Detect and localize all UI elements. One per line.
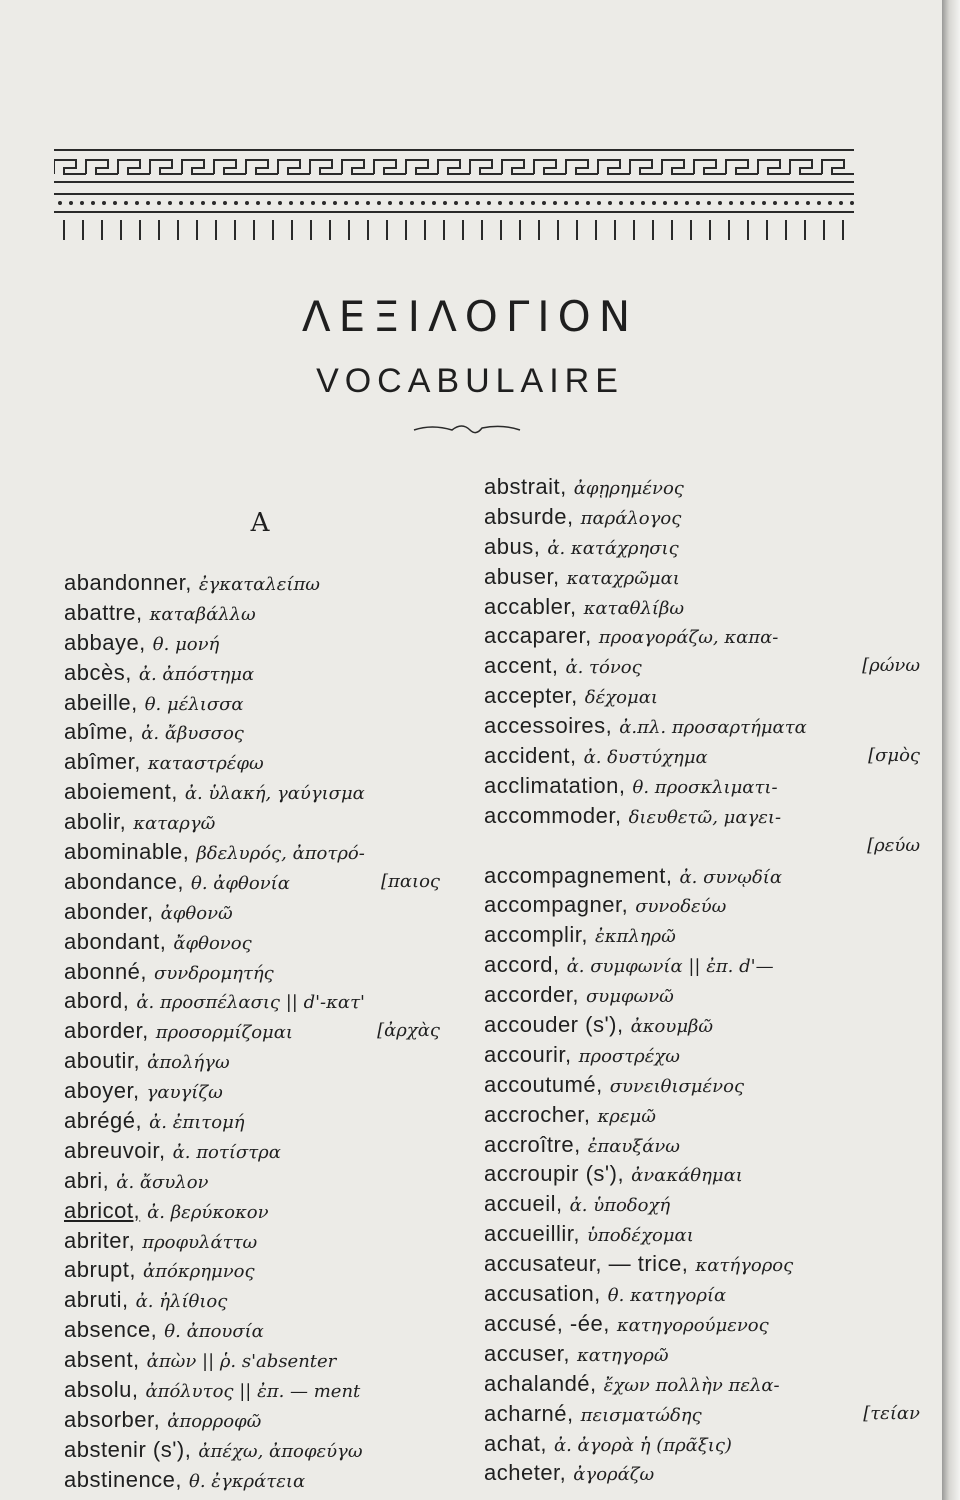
greek-translation: ἀ. τόνος xyxy=(565,657,642,679)
greek-translation: ἀπορροφῶ xyxy=(167,1410,262,1432)
french-headword: abcès, xyxy=(64,659,132,685)
vocabulary-entry xyxy=(484,651,924,681)
vocabulary-entry xyxy=(484,711,924,741)
greek-translation: κατήγορος xyxy=(695,1255,794,1277)
greek-translation: κατηγορῶ xyxy=(576,1344,669,1366)
vocabulary-entry xyxy=(484,1010,924,1040)
vocabulary-entry xyxy=(64,1345,444,1375)
french-headword: abondance, xyxy=(64,868,184,894)
french-headword: accouder (s'), xyxy=(484,1012,624,1038)
french-headword: abîmer, xyxy=(64,749,141,775)
french-headword: accent, xyxy=(484,653,559,679)
vocabulary-column-left xyxy=(64,568,444,1495)
french-headword: abstrait, xyxy=(484,474,567,499)
french-headword: accusé, -ée, xyxy=(484,1310,610,1336)
vocabulary-entry xyxy=(484,1189,924,1219)
vocabulary-entry xyxy=(64,867,444,897)
vocabulary-entry xyxy=(64,807,444,837)
greek-translation: ἀ. βερύκοκον xyxy=(147,1201,269,1223)
flourish-ornament xyxy=(412,420,522,440)
vocabulary-entry xyxy=(484,532,924,562)
greek-translation: θ. μονή xyxy=(152,633,220,655)
greek-translation: ἀφῃρημένος xyxy=(573,478,684,499)
vocabulary-entry xyxy=(484,1130,924,1160)
french-headword: accrocher, xyxy=(484,1101,591,1127)
french-headword: accoutumé, xyxy=(484,1071,603,1097)
greek-translation: ἐκπληρῶ xyxy=(595,926,676,948)
french-headword: absorber, xyxy=(64,1406,161,1432)
vocabulary-entry xyxy=(484,890,924,920)
vocabulary-entry xyxy=(64,837,444,867)
french-headword: abriter, xyxy=(64,1227,136,1253)
vocabulary-entry xyxy=(484,1040,924,1070)
vocabulary-entry xyxy=(484,1369,924,1399)
greek-translation: προστρέχω xyxy=(578,1045,680,1067)
vocabulary-entry xyxy=(484,502,924,532)
greek-translation: ἀκουμβῶ xyxy=(630,1016,714,1038)
french-headword: accourir, xyxy=(484,1041,572,1067)
french-headword: achat, xyxy=(484,1430,547,1456)
french-headword: abandonner, xyxy=(64,570,192,595)
french-headword: accueillir, xyxy=(484,1221,580,1247)
greek-translation: θ. κατηγορία xyxy=(607,1285,727,1307)
vocabulary-entry xyxy=(64,747,444,777)
french-headword: absence, xyxy=(64,1317,158,1343)
greek-translation: θ. μέλισσα xyxy=(144,693,244,715)
french-headword: absurde, xyxy=(484,503,574,529)
line-continuation: [τείαν xyxy=(863,1402,920,1424)
page-edge xyxy=(942,0,960,1500)
greek-translation: καταργῶ xyxy=(133,813,216,835)
greek-translation: ἀπόλυτος || ἐπ. — ment xyxy=(145,1381,361,1403)
greek-translation: θ. προσκλιματι- xyxy=(632,776,778,798)
greek-translation: προσορμίζομαι xyxy=(155,1022,293,1044)
greek-translation: κρεμῶ xyxy=(597,1105,656,1127)
greek-translation: ἀ.πλ. προσαρτήματα xyxy=(619,717,807,739)
vocabulary-entry xyxy=(484,1070,924,1100)
french-headword: accompagner, xyxy=(484,892,629,918)
vocabulary-entry xyxy=(484,1339,924,1369)
french-headword: accuser, xyxy=(484,1340,570,1366)
vocabulary-entry xyxy=(64,688,444,718)
french-headword: abattre, xyxy=(64,599,143,625)
greek-translation: θ. ἐγκράτεια xyxy=(189,1470,306,1492)
greek-translation: ἀ. ἄβυσσος xyxy=(141,723,244,745)
vocabulary-entry xyxy=(64,1465,444,1495)
greek-translation: ἀπολήγω xyxy=(147,1052,230,1074)
vocabulary-entry xyxy=(64,927,444,957)
french-headword: aborder, xyxy=(64,1018,149,1044)
vocabulary-entry xyxy=(64,1405,444,1435)
vocabulary-entry xyxy=(484,681,924,711)
greek-translation: δέχομαι xyxy=(584,687,658,709)
french-headword: accommoder, xyxy=(484,802,622,828)
french-headword: abonné, xyxy=(64,958,148,984)
greek-translation: καταθλίβω xyxy=(583,597,685,619)
vocabulary-entry xyxy=(64,957,444,987)
french-headword: abstinence, xyxy=(64,1466,183,1492)
greek-translation: κατηγορούμενος xyxy=(616,1314,769,1336)
vocabulary-entry xyxy=(484,861,924,891)
line-continuation: [ρώνω xyxy=(862,655,920,677)
vocabulary-entry xyxy=(64,777,444,807)
vocabulary-entry xyxy=(484,771,924,801)
french-headword: accepter, xyxy=(484,683,578,709)
vocabulary-entry xyxy=(64,1375,444,1405)
line-continuation: [παιος xyxy=(381,870,440,892)
french-headword: accabler, xyxy=(484,593,577,619)
vocabulary-entry xyxy=(64,1315,444,1345)
vocabulary-entry xyxy=(64,568,444,598)
french-headword: abrupt, xyxy=(64,1257,136,1283)
vocabulary-entry xyxy=(64,717,444,747)
french-headword: abricot, xyxy=(64,1197,141,1223)
greek-translation: γαυγίζω xyxy=(146,1082,223,1104)
greek-translation: ἀ. ἐπιτομή xyxy=(149,1112,245,1134)
greek-translation: ἀπὼν || ῥ. s'absenter xyxy=(146,1351,337,1373)
greek-translation: ἀ. ποτίστρα xyxy=(172,1141,281,1163)
greek-translation: ἀ. δυστύχημα xyxy=(583,747,708,769)
french-headword: abstenir (s'), xyxy=(64,1436,192,1462)
vocabulary-entry xyxy=(484,801,924,831)
greek-translation: ἀ. συμφωνία || ἐπ. d'— xyxy=(566,956,774,978)
vocabulary-entry xyxy=(64,1136,444,1166)
french-headword: abolir, xyxy=(64,809,127,835)
greek-translation: προφυλάττω xyxy=(142,1231,258,1253)
greek-translation: διευθετῶ, μαγει- xyxy=(628,806,782,828)
vocabulary-entry xyxy=(484,1159,924,1189)
vocabulary-entry xyxy=(484,920,924,950)
vocabulary-entry xyxy=(484,741,924,771)
vocabulary-entry xyxy=(484,1100,924,1130)
greek-translation: ἀ. ἀγορὰ ἡ (πρᾶξις) xyxy=(553,1434,732,1456)
french-headword: accroupir (s'), xyxy=(484,1161,625,1187)
greek-translation: ἀ. ἄσυλον xyxy=(116,1171,209,1193)
greek-translation: ὑποδέχομαι xyxy=(586,1225,694,1247)
greek-translation: ἀ. συνῳδία xyxy=(679,866,782,888)
french-headword: abbaye, xyxy=(64,629,146,655)
french-headword: accaparer, xyxy=(484,623,592,649)
vocabulary-entry xyxy=(484,592,924,622)
vocabulary-entry xyxy=(484,1309,924,1339)
vocabulary-entry xyxy=(64,658,444,688)
greek-translation: ἀ. ἠλίθιος xyxy=(135,1291,228,1313)
french-headword: accorder, xyxy=(484,982,579,1008)
greek-translation: προαγοράζω, καπα- xyxy=(598,627,779,649)
french-headword: abuser, xyxy=(484,563,560,589)
greek-translation: ἀφθονῶ xyxy=(160,902,233,924)
greek-translation: ἀ. ἀπόστημα xyxy=(138,663,255,685)
french-headword: accord, xyxy=(484,952,560,978)
greek-translation: συνοδεύω xyxy=(635,896,727,918)
french-headword: absent, xyxy=(64,1347,140,1373)
french-headword: abondant, xyxy=(64,928,167,954)
vocabulary-entry xyxy=(64,1226,444,1256)
greek-translation: ἀνακάθημαι xyxy=(631,1165,743,1187)
vocabulary-entry xyxy=(64,1076,444,1106)
french-headword: aboiement, xyxy=(64,779,178,805)
french-headword: abeille, xyxy=(64,689,138,715)
vocabulary-entry xyxy=(484,980,924,1010)
vocabulary-entry xyxy=(484,831,924,861)
line-continuation: [ρεύω xyxy=(867,834,920,856)
french-headword: accueil, xyxy=(484,1191,563,1217)
french-headword: aboyer, xyxy=(64,1078,140,1104)
greek-translation: συμφωνῶ xyxy=(586,986,674,1008)
line-continuation: [σμὸς xyxy=(868,745,920,767)
vocabulary-entry xyxy=(64,598,444,628)
vocabulary-entry xyxy=(64,1285,444,1315)
line-continuation: [ἀρχὰς xyxy=(377,1020,440,1042)
french-headword: accessoires, xyxy=(484,713,613,739)
greek-translation: συνειθισμένος xyxy=(609,1075,745,1097)
vocabulary-entry xyxy=(484,1458,924,1488)
greek-key-border-ornament xyxy=(54,148,854,248)
section-letter: A xyxy=(250,508,270,538)
greek-translation: καταστρέφω xyxy=(147,753,264,775)
french-headword: accident, xyxy=(484,743,577,769)
greek-translation: ἀ. ὑλακή, γαύγισμα xyxy=(184,783,365,805)
french-headword: abus, xyxy=(484,533,541,559)
french-headword: accusateur, — trice, xyxy=(484,1251,689,1277)
french-headword: abri, xyxy=(64,1167,110,1193)
greek-translation: ἀ. κατάχρησις xyxy=(547,537,679,559)
greek-translation: πεισματώδης xyxy=(580,1404,702,1426)
french-headword: accompagnement, xyxy=(484,862,673,888)
french-headword: abruti, xyxy=(64,1287,129,1313)
page-title-french: VOCABULAIRE xyxy=(316,362,624,400)
greek-translation: θ. ἀφθονία xyxy=(191,872,290,894)
french-headword: acharné, xyxy=(484,1400,574,1426)
greek-translation: συνδρομητής xyxy=(154,962,274,984)
greek-translation: ἀπόκρημνος xyxy=(143,1261,255,1283)
vocabulary-entry xyxy=(64,1255,444,1285)
greek-translation: ἀ. προσπέλασις || d'-κατ' xyxy=(136,992,365,1014)
french-headword: abord, xyxy=(64,988,130,1014)
greek-translation: ἀπέχω, ἀποφεύγω xyxy=(198,1440,363,1462)
page-title-greek: ΛΕΞΙΛΟΓΙΟΝ xyxy=(301,292,639,341)
vocabulary-entry xyxy=(484,1399,924,1429)
vocabulary-entry xyxy=(484,1429,924,1459)
vocabulary-entry xyxy=(484,562,924,592)
french-headword: accomplir, xyxy=(484,922,589,948)
vocabulary-entry xyxy=(64,1016,444,1046)
greek-translation: καταβάλλω xyxy=(149,603,256,625)
vocabulary-entry xyxy=(64,1046,444,1076)
greek-translation: ἐγκαταλείπω xyxy=(198,574,320,595)
french-headword: aboutir, xyxy=(64,1048,141,1074)
french-headword: accusation, xyxy=(484,1281,601,1307)
vocabulary-entry xyxy=(484,950,924,980)
vocabulary-entry xyxy=(64,1166,444,1196)
greek-translation: καταχρῶμαι xyxy=(566,567,680,589)
french-headword: abîme, xyxy=(64,719,135,745)
greek-translation: ἀ. ὑποδοχή xyxy=(569,1195,671,1217)
vocabulary-entry xyxy=(64,897,444,927)
french-headword: abominable, xyxy=(64,839,190,865)
greek-translation: ἐπαυξάνω xyxy=(587,1135,680,1157)
greek-translation: ἀγοράζω xyxy=(573,1464,655,1486)
vocabulary-entry xyxy=(484,1219,924,1249)
greek-translation: ἄφθονος xyxy=(173,932,252,954)
greek-translation: θ. ἀπουσία xyxy=(164,1321,264,1343)
vocabulary-entry xyxy=(484,472,924,502)
vocabulary-entry xyxy=(484,1249,924,1279)
greek-translation: ἔχων πολλὴν πελα- xyxy=(603,1374,780,1396)
greek-translation: βδελυρός, ἀποτρό- xyxy=(196,843,365,865)
vocabulary-entry xyxy=(484,621,924,651)
french-headword: acclimatation, xyxy=(484,772,626,798)
vocabulary-entry xyxy=(64,1196,444,1226)
french-headword: acheter, xyxy=(484,1460,567,1486)
french-headword: abrégé, xyxy=(64,1108,143,1134)
french-headword: abonder, xyxy=(64,898,154,924)
french-headword: accroître, xyxy=(484,1131,581,1157)
vocabulary-entry xyxy=(64,1106,444,1136)
french-headword: absolu, xyxy=(64,1377,139,1403)
french-headword: achalandé, xyxy=(484,1370,597,1396)
vocabulary-column-right xyxy=(484,472,924,1488)
vocabulary-entry xyxy=(484,1279,924,1309)
vocabulary-entry xyxy=(64,986,444,1016)
vocabulary-entry xyxy=(64,1435,444,1465)
greek-translation: παράλογος xyxy=(580,507,682,529)
vocabulary-entry xyxy=(64,628,444,658)
french-headword: abreuvoir, xyxy=(64,1137,166,1163)
